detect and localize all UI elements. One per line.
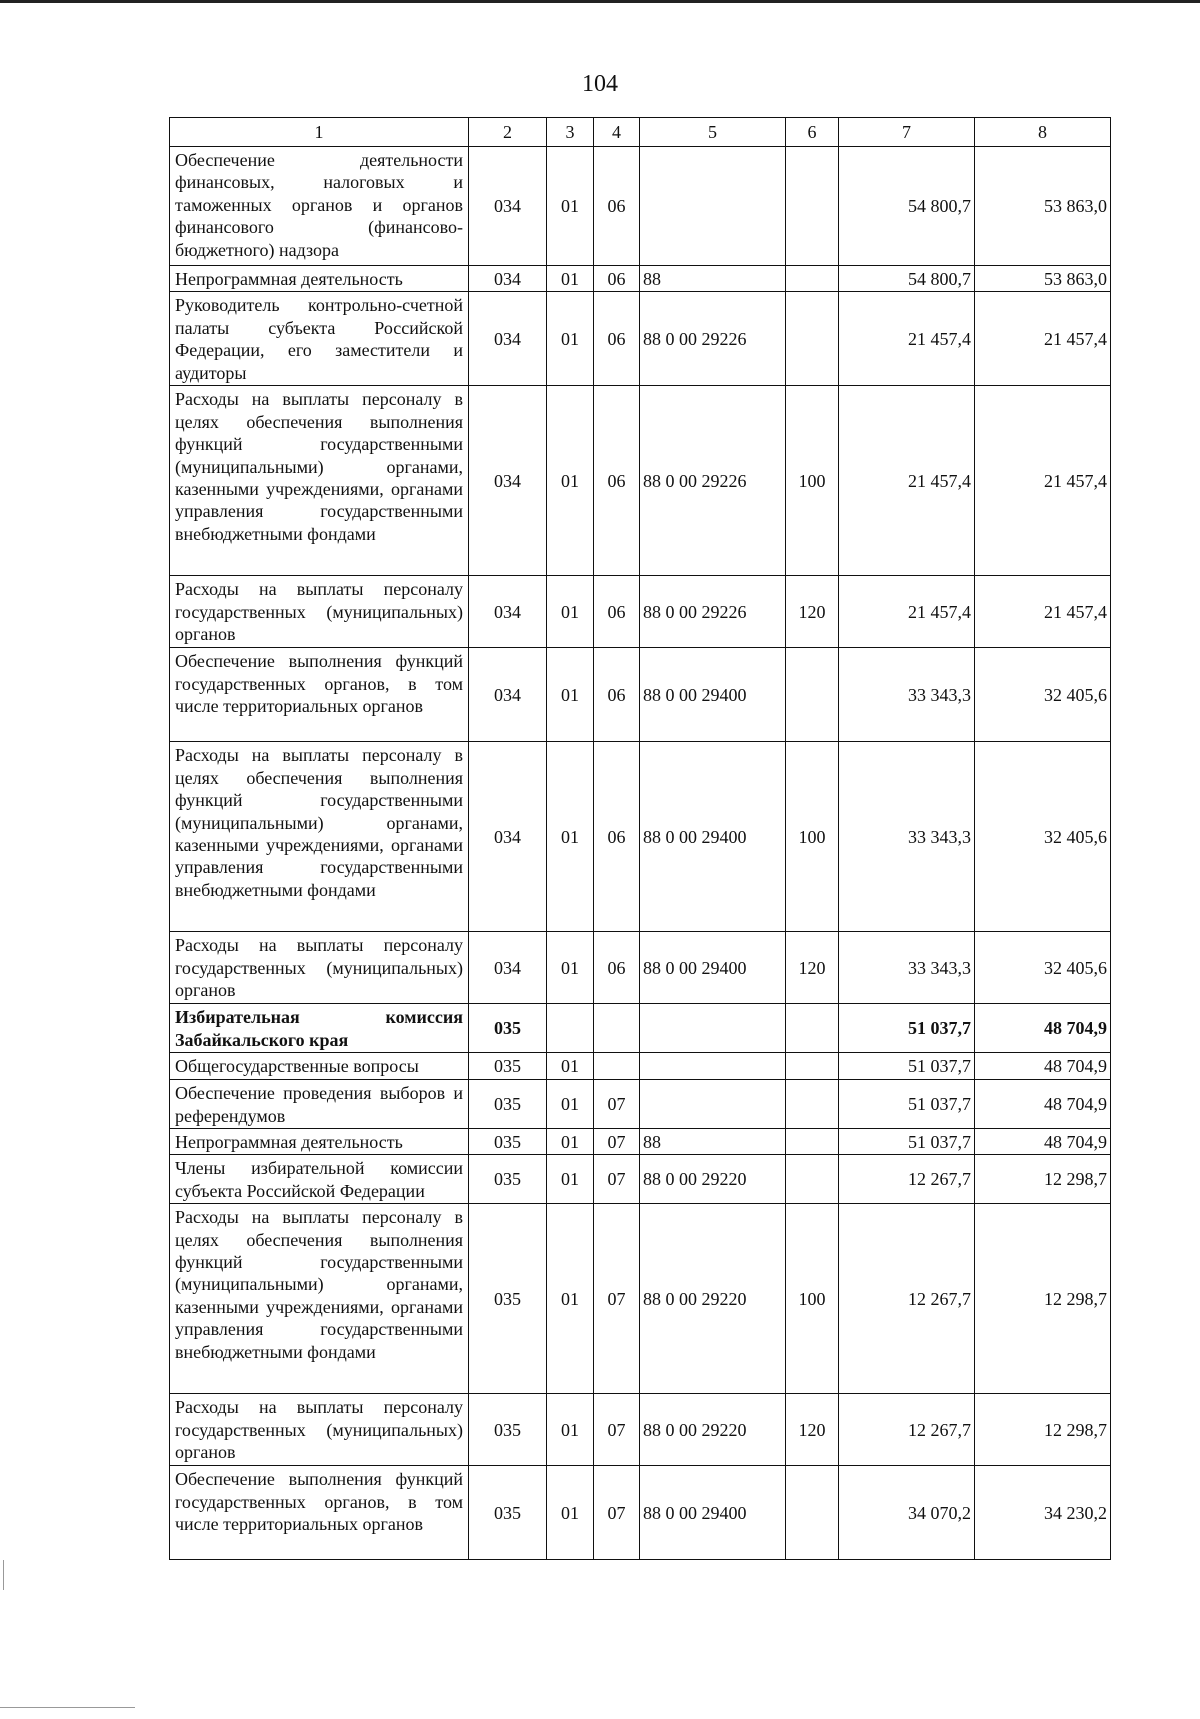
- row-target-article-cell: [640, 1080, 786, 1129]
- table-row: [170, 1129, 1111, 1155]
- row-name-cell: Руководитель контрольно-счетной палаты субъекта Российской Федерации, его заместители и аудиторы: [170, 292, 469, 386]
- row-name-cell: Расходы на выплаты персоналу в целях обеспечения выполнения функций государственными (муниципальными) органами, казенными учреждениями, органами управления государственными внебюджетными фондами: [170, 386, 469, 576]
- row-section-cell: 01: [547, 648, 594, 742]
- row-section-cell: 01: [547, 147, 594, 266]
- row-expense-type-cell: 100: [786, 1204, 839, 1394]
- row-section-cell: 01: [547, 1155, 594, 1204]
- row-target-article-cell: [640, 1053, 786, 1080]
- row-subsection-cell: 07: [594, 1394, 640, 1466]
- row-target-article-cell: [640, 1004, 786, 1053]
- row-amount-1-cell: 21 457,4: [839, 292, 975, 386]
- row-target-article-cell: 88 0 00 29220: [640, 1155, 786, 1204]
- row-admin-code-cell: 035: [469, 1394, 547, 1466]
- table-row: [170, 1466, 1111, 1560]
- row-subsection-cell: 06: [594, 648, 640, 742]
- table-row: [170, 1394, 1111, 1466]
- row-amount-1-cell: 12 267,7: [839, 1204, 975, 1394]
- row-expense-type-cell: [786, 266, 839, 292]
- row-name-cell: Расходы на выплаты персоналу государственных (муниципальных) органов: [170, 932, 469, 1004]
- row-amount-1-cell: 51 037,7: [839, 1053, 975, 1080]
- row-section-cell: 01: [547, 1080, 594, 1129]
- row-amount-1-cell: 54 800,7: [839, 266, 975, 292]
- table-row: [170, 1155, 1111, 1204]
- table-row: [170, 1004, 1111, 1053]
- row-target-article-cell: 88 0 00 29400: [640, 1466, 786, 1560]
- row-amount-1-cell: 33 343,3: [839, 742, 975, 932]
- row-amount-1-cell: 51 037,7: [839, 1004, 975, 1053]
- row-amount-2-cell: 48 704,9: [975, 1053, 1111, 1080]
- row-subsection-cell: 07: [594, 1129, 640, 1155]
- row-admin-code-cell: 034: [469, 147, 547, 266]
- row-target-article-cell: 88 0 00 29400: [640, 932, 786, 1004]
- row-subsection-cell: [594, 1004, 640, 1053]
- row-target-article-cell: 88 0 00 29400: [640, 742, 786, 932]
- row-expense-type-cell: 100: [786, 386, 839, 576]
- row-amount-2-cell: 48 704,9: [975, 1080, 1111, 1129]
- row-amount-1-cell: 12 267,7: [839, 1394, 975, 1466]
- row-name-cell: Расходы на выплаты персоналу государственных (муниципальных) органов: [170, 576, 469, 648]
- row-target-article-cell: 88 0 00 29220: [640, 1394, 786, 1466]
- row-name-cell: Расходы на выплаты персоналу в целях обеспечения выполнения функций государственными (муниципальными) органами, казенными учреждениями, органами управления государственными внебюджетными фондами: [170, 742, 469, 932]
- table-row: [170, 147, 1111, 266]
- row-target-article-cell: 88: [640, 266, 786, 292]
- row-name-cell: Обеспечение деятельности финансовых, налоговых и таможенных органов и органов финансового (финансово-бюджетного) надзора: [170, 147, 469, 266]
- row-expense-type-cell: [786, 648, 839, 742]
- row-amount-1-cell: 21 457,4: [839, 576, 975, 648]
- row-admin-code-cell: 035: [469, 1004, 547, 1053]
- row-amount-2-cell: 48 704,9: [975, 1004, 1111, 1053]
- scan-top-border: [0, 0, 1200, 3]
- row-name-cell: Непрограммная деятельность: [170, 1129, 469, 1155]
- row-expense-type-cell: 120: [786, 1394, 839, 1466]
- header-cell-3: 3: [547, 118, 594, 147]
- row-section-cell: 01: [547, 1053, 594, 1080]
- row-subsection-cell: 06: [594, 386, 640, 576]
- row-target-article-cell: [640, 147, 786, 266]
- row-name-cell: Обеспечение выполнения функций государственных органов, в том числе территориальных органов: [170, 1466, 469, 1560]
- row-amount-1-cell: 21 457,4: [839, 386, 975, 576]
- row-subsection-cell: 06: [594, 576, 640, 648]
- row-admin-code-cell: 034: [469, 742, 547, 932]
- table-row: [170, 292, 1111, 386]
- row-name-cell: Расходы на выплаты персоналу в целях обеспечения выполнения функций государственными (муниципальными) органами, казенными учреждениями, органами управления государственными внебюджетными фондами: [170, 1204, 469, 1394]
- row-amount-2-cell: 34 230,2: [975, 1466, 1111, 1560]
- table-row: [170, 648, 1111, 742]
- row-expense-type-cell: [786, 1155, 839, 1204]
- header-cell-6: 6: [786, 118, 839, 147]
- row-admin-code-cell: 034: [469, 576, 547, 648]
- row-expense-type-cell: [786, 1466, 839, 1560]
- row-subsection-cell: 06: [594, 266, 640, 292]
- row-subsection-cell: 07: [594, 1080, 640, 1129]
- row-amount-2-cell: 53 863,0: [975, 147, 1111, 266]
- table-row: [170, 932, 1111, 1004]
- row-expense-type-cell: 120: [786, 576, 839, 648]
- row-section-cell: 01: [547, 386, 594, 576]
- row-amount-2-cell: 12 298,7: [975, 1394, 1111, 1466]
- row-admin-code-cell: 034: [469, 932, 547, 1004]
- row-name-cell: Расходы на выплаты персоналу государственных (муниципальных) органов: [170, 1394, 469, 1466]
- row-admin-code-cell: 035: [469, 1129, 547, 1155]
- table-header-row: [170, 118, 1111, 147]
- row-admin-code-cell: 035: [469, 1466, 547, 1560]
- row-target-article-cell: 88 0 00 29226: [640, 292, 786, 386]
- row-target-article-cell: 88 0 00 29226: [640, 576, 786, 648]
- header-cell-8: 8: [975, 118, 1111, 147]
- row-expense-type-cell: [786, 292, 839, 386]
- budget-table: [169, 117, 1111, 1560]
- row-amount-2-cell: 53 863,0: [975, 266, 1111, 292]
- row-target-article-cell: 88 0 00 29226: [640, 386, 786, 576]
- row-amount-2-cell: 12 298,7: [975, 1204, 1111, 1394]
- row-admin-code-cell: 034: [469, 266, 547, 292]
- row-admin-code-cell: 034: [469, 648, 547, 742]
- row-expense-type-cell: [786, 147, 839, 266]
- row-section-cell: 01: [547, 1129, 594, 1155]
- row-name-cell: Избирательная комиссия Забайкальского края: [170, 1004, 469, 1053]
- header-cell-5: 5: [640, 118, 786, 147]
- row-name-cell: Общегосударственные вопросы: [170, 1053, 469, 1080]
- table-row: [170, 576, 1111, 648]
- row-target-article-cell: 88: [640, 1129, 786, 1155]
- row-expense-type-cell: [786, 1053, 839, 1080]
- row-admin-code-cell: 035: [469, 1155, 547, 1204]
- header-cell-2: 2: [469, 118, 547, 147]
- row-name-cell: Обеспечение выполнения функций государственных органов, в том числе территориальных органов: [170, 648, 469, 742]
- row-amount-1-cell: 54 800,7: [839, 147, 975, 266]
- row-amount-1-cell: 34 070,2: [839, 1466, 975, 1560]
- table-row: [170, 1204, 1111, 1394]
- row-amount-2-cell: 32 405,6: [975, 742, 1111, 932]
- row-amount-2-cell: 21 457,4: [975, 386, 1111, 576]
- row-section-cell: 01: [547, 742, 594, 932]
- header-cell-4: 4: [594, 118, 640, 147]
- row-section-cell: 01: [547, 292, 594, 386]
- row-amount-1-cell: 33 343,3: [839, 932, 975, 1004]
- row-name-cell: Обеспечение проведения выборов и референдумов: [170, 1080, 469, 1129]
- row-section-cell: 01: [547, 1466, 594, 1560]
- row-subsection-cell: 06: [594, 932, 640, 1004]
- row-amount-1-cell: 33 343,3: [839, 648, 975, 742]
- row-section-cell: 01: [547, 1394, 594, 1466]
- row-section-cell: 01: [547, 1204, 594, 1394]
- row-subsection-cell: 07: [594, 1204, 640, 1394]
- row-name-cell: Члены избирательной комиссии субъекта Российской Федерации: [170, 1155, 469, 1204]
- row-section-cell: 01: [547, 266, 594, 292]
- row-amount-2-cell: 48 704,9: [975, 1129, 1111, 1155]
- row-section-cell: 01: [547, 932, 594, 1004]
- row-subsection-cell: 06: [594, 147, 640, 266]
- row-amount-2-cell: 32 405,6: [975, 648, 1111, 742]
- header-cell-1: 1: [170, 118, 469, 147]
- row-amount-1-cell: 51 037,7: [839, 1080, 975, 1129]
- row-amount-2-cell: 21 457,4: [975, 576, 1111, 648]
- row-amount-2-cell: 12 298,7: [975, 1155, 1111, 1204]
- row-subsection-cell: 06: [594, 742, 640, 932]
- row-expense-type-cell: 120: [786, 932, 839, 1004]
- row-admin-code-cell: 034: [469, 386, 547, 576]
- row-name-cell: Непрограммная деятельность: [170, 266, 469, 292]
- page-number: 104: [582, 71, 618, 97]
- row-expense-type-cell: [786, 1080, 839, 1129]
- row-subsection-cell: [594, 1053, 640, 1080]
- row-target-article-cell: 88 0 00 29220: [640, 1204, 786, 1394]
- row-amount-2-cell: 32 405,6: [975, 932, 1111, 1004]
- row-subsection-cell: 07: [594, 1466, 640, 1560]
- table-row: [170, 266, 1111, 292]
- table-row: [170, 386, 1111, 576]
- scan-bottom-mark: [0, 1707, 135, 1708]
- row-section-cell: 01: [547, 576, 594, 648]
- row-admin-code-cell: 035: [469, 1053, 547, 1080]
- row-admin-code-cell: 035: [469, 1204, 547, 1394]
- table-row: [170, 742, 1111, 932]
- row-expense-type-cell: [786, 1004, 839, 1053]
- row-amount-1-cell: 12 267,7: [839, 1155, 975, 1204]
- row-amount-2-cell: 21 457,4: [975, 292, 1111, 386]
- table-row: [170, 1053, 1111, 1080]
- row-target-article-cell: 88 0 00 29400: [640, 648, 786, 742]
- table-row: [170, 1080, 1111, 1129]
- scan-margin-mark: [3, 1560, 4, 1590]
- row-section-cell: [547, 1004, 594, 1053]
- row-expense-type-cell: [786, 1129, 839, 1155]
- row-subsection-cell: 07: [594, 1155, 640, 1204]
- header-cell-7: 7: [839, 118, 975, 147]
- row-expense-type-cell: 100: [786, 742, 839, 932]
- row-admin-code-cell: 034: [469, 292, 547, 386]
- row-admin-code-cell: 035: [469, 1080, 547, 1129]
- row-subsection-cell: 06: [594, 292, 640, 386]
- row-amount-1-cell: 51 037,7: [839, 1129, 975, 1155]
